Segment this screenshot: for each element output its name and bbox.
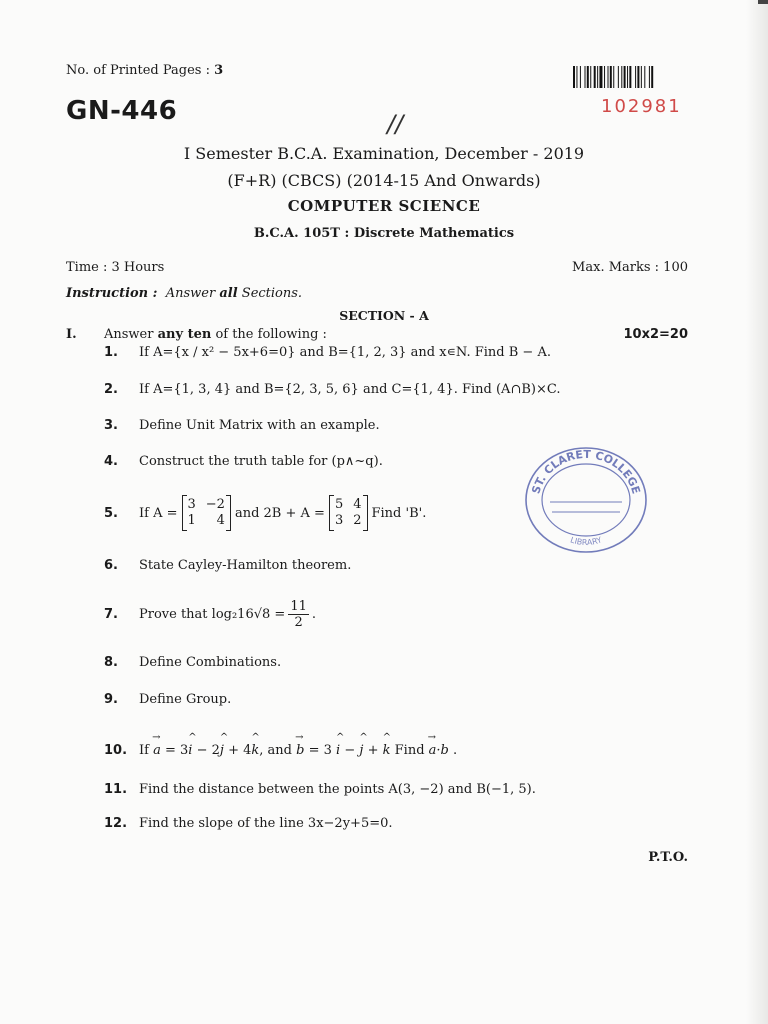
barcode-bar xyxy=(644,66,645,88)
coef: − xyxy=(344,743,356,758)
question-text: Construct the truth table for (p∧~q). xyxy=(139,454,383,469)
exam-title: I Semester B.C.A. Examination, December - 2019 xyxy=(183,144,585,163)
question-11 xyxy=(104,782,536,797)
question-number: 1. xyxy=(104,345,118,360)
instruction-text-end: Sections. xyxy=(241,286,303,301)
fraction xyxy=(288,599,309,630)
matrix-cell: 5 xyxy=(334,497,344,512)
dot-product: → a·b xyxy=(429,743,449,758)
barcode-bar xyxy=(641,66,642,88)
fraction-numerator: 11 xyxy=(290,599,307,614)
barcode-bar xyxy=(618,66,619,88)
question-4 xyxy=(104,454,383,469)
instruction-emphasis: all xyxy=(219,286,238,301)
question-number: 5. xyxy=(104,505,118,521)
barcode-bar xyxy=(594,66,596,88)
question-text: If A = xyxy=(139,505,178,521)
barcode-bar xyxy=(610,66,612,88)
barcode-bar xyxy=(608,66,609,88)
barcode-bar xyxy=(585,66,586,88)
time-allowed: Time : 3 Hours xyxy=(66,260,165,275)
matrix-cell: 4 xyxy=(216,513,225,528)
question-text: Define Combinations. xyxy=(139,655,282,670)
question-text-end: . xyxy=(311,607,316,622)
barcode-bar xyxy=(637,66,639,88)
section-title: SECTION - A xyxy=(339,308,429,323)
question-text-mid: and 2B + A = xyxy=(234,505,325,521)
question-text: If A={1, 3, 4} and B={2, 3, 5, 6} and C={1, 4}. Find (A∩B)×C. xyxy=(139,382,561,397)
question-text-end: Find 'B'. xyxy=(371,505,427,521)
question-number: 4. xyxy=(104,454,118,469)
coef: = 3 xyxy=(165,743,189,758)
library-stamp xyxy=(522,444,650,556)
conjunction: , and xyxy=(259,743,292,758)
question-7 xyxy=(104,599,316,630)
question-3 xyxy=(104,418,380,433)
unit-i: ^ i xyxy=(188,743,192,758)
question-group-heading xyxy=(104,327,327,342)
printed-pages xyxy=(66,63,223,78)
barcode-bar xyxy=(621,66,622,88)
barcode-bar xyxy=(597,66,598,88)
question-text: Define Group. xyxy=(139,692,232,707)
barcode-bar xyxy=(599,66,602,88)
question-2 xyxy=(104,382,560,397)
exam-scheme: (F+R) (CBCS) (2014-15 And Onwards) xyxy=(227,171,541,190)
svg-text:ST. CLARET COLLEGE xyxy=(529,448,642,495)
barcode-bar xyxy=(590,66,591,88)
heading-emphasis: any ten xyxy=(157,327,212,342)
max-marks: Max. Marks : 100 xyxy=(572,260,688,275)
page-turn-over: P.T.O. xyxy=(648,850,688,865)
printed-pages-label: No. of Printed Pages : xyxy=(66,63,210,78)
instruction-text: Answer xyxy=(165,286,216,301)
question-number: 11. xyxy=(104,782,128,797)
matrix-a xyxy=(182,495,231,531)
barcode-bar xyxy=(604,66,605,88)
question-8 xyxy=(104,655,281,670)
question-text: Find the slope of the line 3x−2y+5=0. xyxy=(139,816,393,831)
question-group-number: I. xyxy=(66,327,77,342)
barcode-bar xyxy=(649,66,650,88)
question-text: Define Unit Matrix with an example. xyxy=(139,418,380,433)
unit-j: ^ j xyxy=(220,743,224,758)
barcode-bar xyxy=(624,66,626,88)
heading-post: of the following : xyxy=(215,327,327,342)
paper-code: GN-446 xyxy=(66,96,178,126)
coef: = 3 xyxy=(308,743,332,758)
barcode-bar xyxy=(635,66,636,88)
question-1 xyxy=(104,345,551,360)
question-number: 3. xyxy=(104,418,118,433)
question-number: 12. xyxy=(104,816,128,831)
barcode xyxy=(573,66,689,88)
heading-pre: Answer xyxy=(104,327,154,342)
vector-a: → a xyxy=(153,743,161,758)
svg-text:LIBRARY xyxy=(569,535,603,547)
question-text: If xyxy=(139,743,149,758)
question-group-marks: 10x2=20 xyxy=(623,327,688,342)
matrix-cell: 2 xyxy=(353,513,362,528)
unit-j: ^ j xyxy=(359,743,363,758)
unit-i: ^ i xyxy=(336,743,340,758)
page-corner-mark xyxy=(758,0,768,4)
matrix-cell: 3 xyxy=(334,513,344,528)
matrix-cell: −2 xyxy=(205,497,225,512)
question-text: State Cayley-Hamilton theorem. xyxy=(139,558,352,573)
question-text-end: . xyxy=(453,743,458,758)
question-5 xyxy=(104,495,426,531)
barcode-bar xyxy=(580,66,581,88)
unit-k: ^ k xyxy=(383,743,391,758)
matrix-sum xyxy=(329,495,368,531)
find-word: Find xyxy=(394,743,425,758)
coef: − 2 xyxy=(196,743,220,758)
matrix-cell: 3 xyxy=(187,497,196,512)
question-number: 10. xyxy=(104,743,128,758)
instruction xyxy=(66,286,302,301)
unit-k: ^ k xyxy=(251,743,259,758)
question-10 xyxy=(104,743,457,758)
question-number: 9. xyxy=(104,692,118,707)
matrix-cell: 4 xyxy=(353,497,362,512)
coef: + xyxy=(367,743,379,758)
question-number: 6. xyxy=(104,558,118,573)
coef: + 4 xyxy=(228,743,252,758)
question-number: 7. xyxy=(104,607,118,622)
barcode-bar xyxy=(576,66,577,88)
handwritten-mark: // xyxy=(387,110,404,138)
stamp-top-text: ST. CLARET COLLEGE xyxy=(529,447,643,496)
question-12 xyxy=(104,816,393,831)
question-6 xyxy=(104,558,351,573)
question-text: If A={x / x² − 5x+6=0} and B={1, 2, 3} and x∊N. Find B − A. xyxy=(139,345,551,360)
matrix-cell: 1 xyxy=(187,513,196,528)
barcode-bar xyxy=(651,66,653,88)
instruction-label: Instruction : xyxy=(66,286,158,301)
vector-b: → b xyxy=(296,743,304,758)
question-9 xyxy=(104,692,231,707)
fraction-denominator: 2 xyxy=(294,615,303,630)
serial-number: 102981 xyxy=(601,96,682,117)
question-text: Find the distance between the points A(3, −2) and B(−1, 5). xyxy=(139,782,536,797)
question-number: 2. xyxy=(104,382,118,397)
paper-title: B.C.A. 105T : Discrete Mathematics xyxy=(253,226,515,241)
barcode-bar xyxy=(573,66,575,88)
question-number: 8. xyxy=(104,655,118,670)
barcode-bar xyxy=(613,66,614,88)
barcode-bar xyxy=(629,66,631,88)
printed-pages-value: 3 xyxy=(214,63,224,78)
subject-title: COMPUTER SCIENCE xyxy=(287,197,481,215)
barcode-bar xyxy=(627,66,628,88)
barcode-bar xyxy=(587,66,589,88)
question-text: Prove that log₂16√8 = xyxy=(139,607,286,622)
stamp-bottom-text: LIBRARY xyxy=(569,535,603,548)
